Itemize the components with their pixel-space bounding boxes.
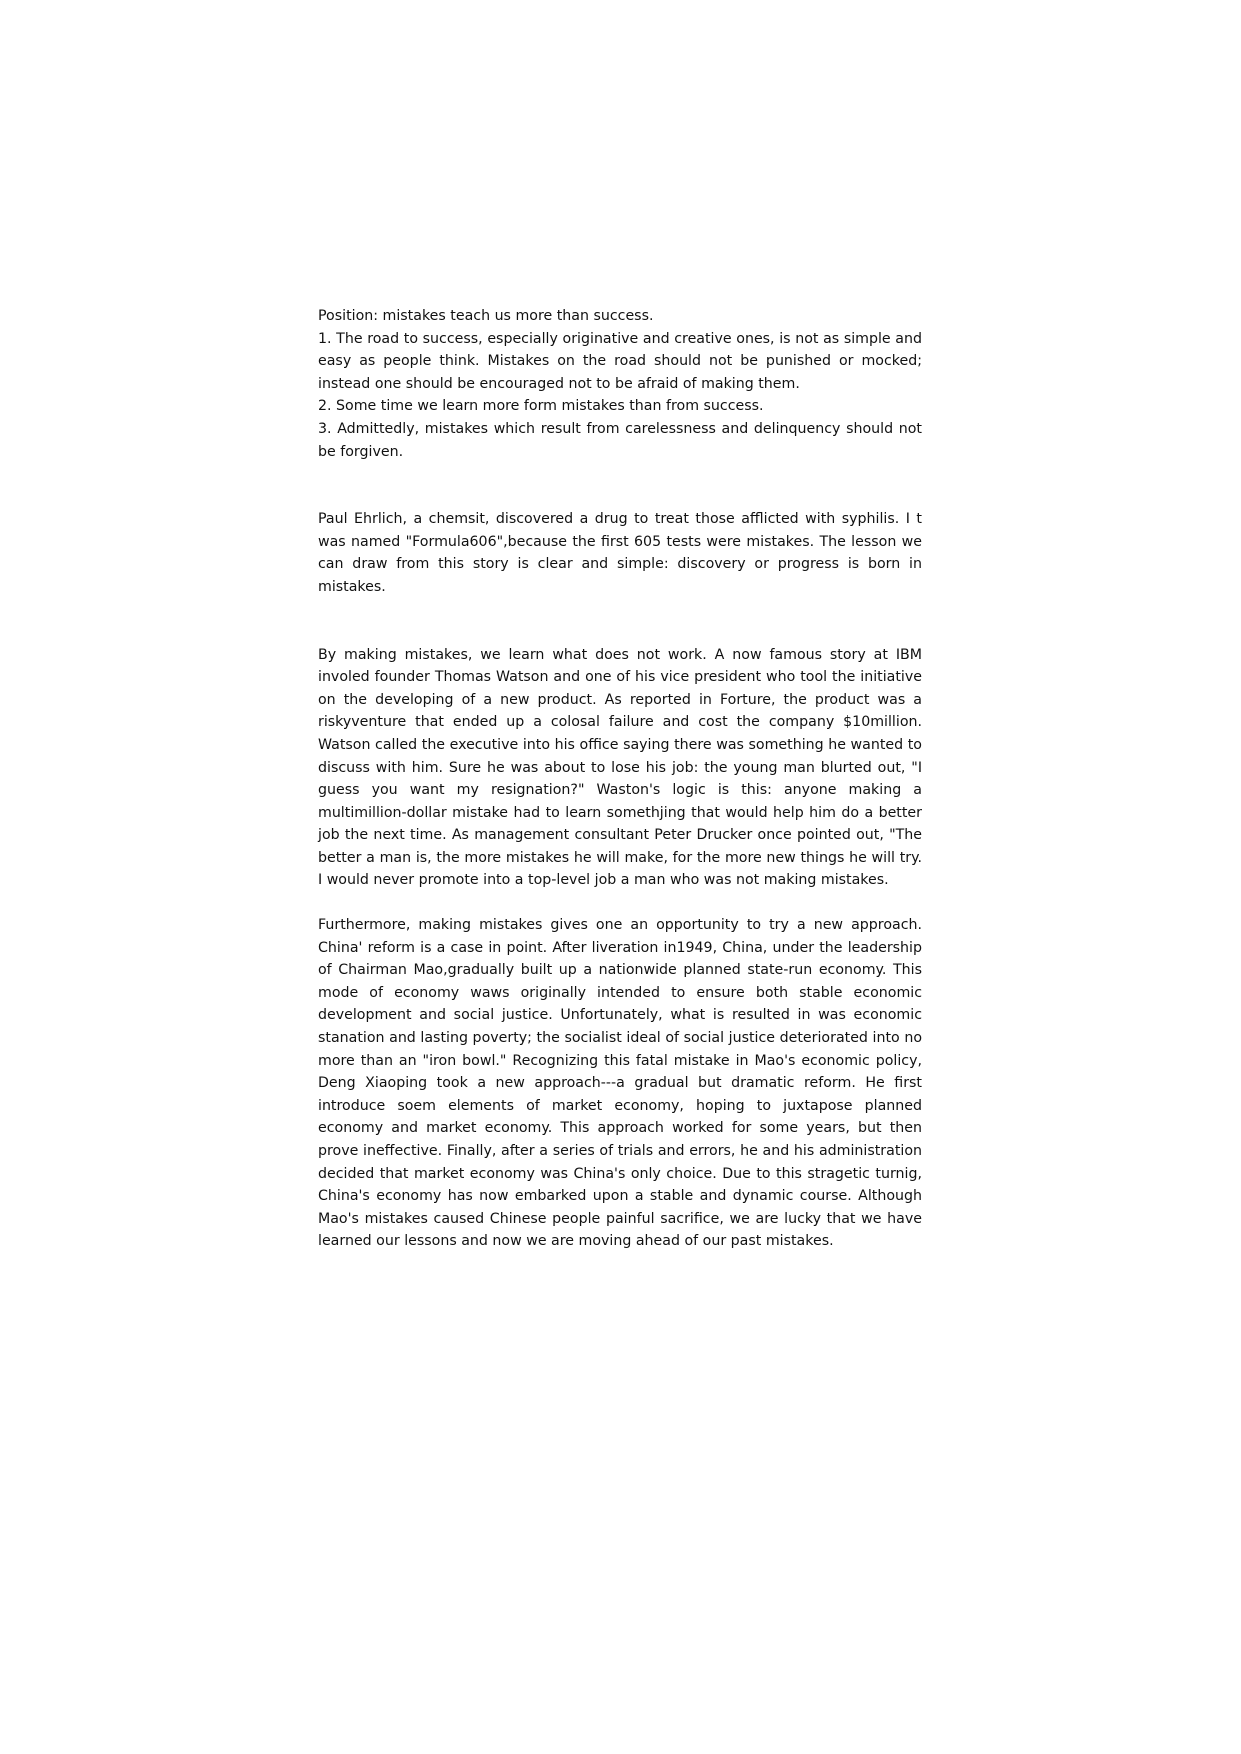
paragraph-ibm: By making mistakes, we learn what does not work. A now famous story at IBM involed founder Thomas Watson and one of his vice president who tool the initiative on the developing of a new product. As reported in Forture, the product was a riskyventure that ended up a colosal failure and cost the company $10million. Watson called the executive into his office saying there was something he wanted to discuss with him. Sure he was about to lose his job: the young man blurted out, "I guess you want my resignation?" Waston's logic is this: anyone making a multimillion-dollar mistake had to learn somethjing that would help him do a better job the next time. As management consultant Peter Drucker once pointed out, "The better a man is, the more mistakes he will make, for the more new things he will try. I would never promote into a top-level job a man who was not making mistakes. (318, 646, 922, 889)
outline-point-2: 2. Some time we learn more form mistakes than from success. (318, 398, 764, 415)
spacer (318, 892, 922, 914)
spacer (318, 463, 922, 508)
paragraph-china: Furthermore, making mistakes gives one an opportunity to try a new approach. China' reform is a case in point. After liveration in1949, China, under the leadership of Chairman Mao,gradually built up a nationwide planned state-run economy. This mode of economy waws originally intended to ensure both stable economic development and social justice. Unfortunately, what is resulted in was economic stanation and lasting poverty; the socialist ideal of social justice deteriorated into no more than an "iron bowl." Recognizing this fatal mistake in Mao's economic policy, Deng Xiaoping took a new approach---a gradual but dramatic reform. He first introduce soem elements of market economy, hoping to juxtapose planned economy and market economy. This approach worked for some years, but then prove ineffective. Finally, after a series of trials and errors, he and his administration decided that market economy was China's only choice. Due to this stragetic turnig, China's economy has now embarked upon a stable and dynamic course. Although Mao's mistakes caused Chinese people painful sacrifice, we are lucky that we have learned our lessons and now we are moving ahead of our past mistakes. (318, 917, 922, 1250)
outline-point-3: 3. Admittedly, mistakes which result from carelessness and delinquency should not be forgiven. (318, 420, 922, 460)
outline-section (318, 305, 922, 463)
position-statement: Position: mistakes teach us more than success. (318, 308, 654, 324)
document-body (318, 305, 922, 1253)
paragraph-ehrlich: Paul Ehrlich, a chemsit, discovered a drug to treat those afflicted with syphilis. I t was named "Formula606",because the first 605 tests were mistakes. The lesson we can draw from this story is clear and simple: discovery or progress is born in mistakes. (318, 511, 922, 595)
outline-point-1: 1. The road to success, especially originative and creative ones, is not as simple and easy as people think. Mistakes on the road should not be punished or mocked; instead one should be encouraged not to be afraid of making them. (318, 330, 922, 392)
spacer (318, 599, 922, 644)
